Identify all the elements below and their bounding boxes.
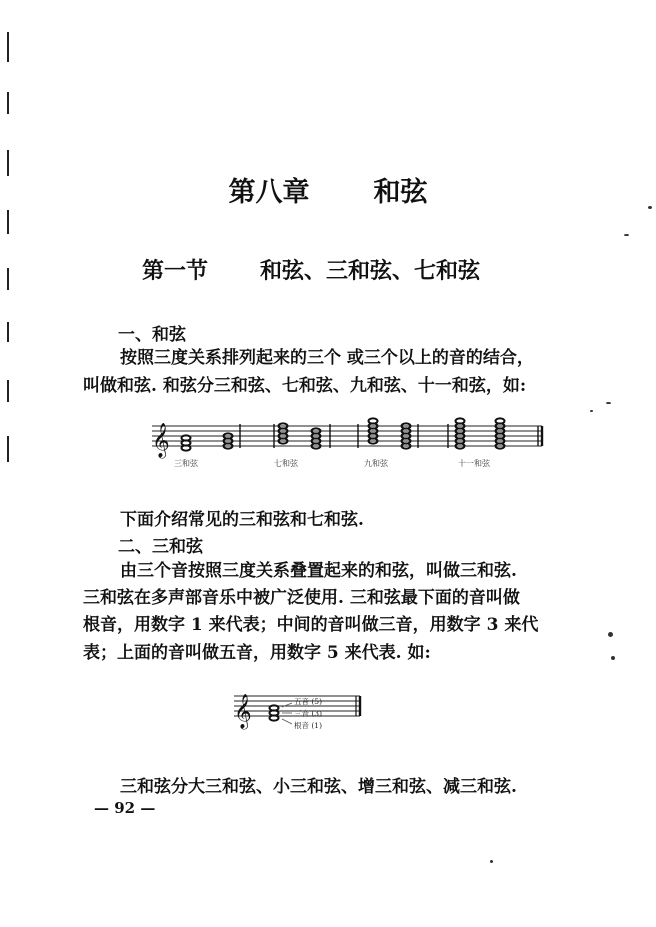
triad-parts-staff <box>230 686 370 738</box>
binding-mark <box>7 210 9 234</box>
treble-clef-icon: 𝄞 <box>234 694 252 729</box>
binding-mark <box>7 436 9 462</box>
scan-speck <box>611 656 615 660</box>
subheading-chord: 一、和弦 <box>118 325 186 345</box>
subheading-triad: 二、三和弦 <box>118 537 203 557</box>
chapter-label: 第八章 <box>228 177 310 208</box>
treble-clef-icon: 𝄞 <box>152 423 170 458</box>
intro-line: 下面介绍常见的三和弦和七和弦. <box>120 510 364 530</box>
scan-speck <box>624 234 629 236</box>
third-label: 三音 (3) <box>294 709 323 718</box>
binding-mark <box>7 32 9 62</box>
binding-mark <box>7 268 9 290</box>
scan-speck <box>590 410 593 412</box>
scan-speck <box>608 632 613 637</box>
section-label: 第一节 <box>142 258 209 284</box>
fifth-label: 五音 (5) <box>294 697 323 706</box>
paragraph-line: 叫做和弦. 和弦分三和弦、七和弦、九和弦、十一和弦，如: <box>83 376 527 396</box>
chord-types-staff <box>148 416 548 472</box>
chapter-title <box>0 170 656 209</box>
page-number: — 92 — <box>94 799 156 817</box>
section-title <box>142 254 480 285</box>
paragraph-line: 根音，用数字 1 来代表；中间的音叫做三音，用数字 3 来代 <box>83 615 539 635</box>
chord-types-notation <box>148 416 548 472</box>
section-name: 和弦、三和弦、七和弦 <box>260 258 481 284</box>
binding-mark <box>7 92 9 114</box>
binding-mark <box>7 380 9 402</box>
scan-speck <box>490 860 493 863</box>
closing-line: 三和弦分大三和弦、小三和弦、增三和弦、减三和弦. <box>120 777 517 797</box>
triad-parts-notation <box>230 686 370 738</box>
paragraph-line: 按照三度关系排列起来的三个 或三个以上的音的结合， <box>120 348 534 368</box>
scan-speck <box>606 402 611 404</box>
root-label: 根音 (1) <box>294 721 323 730</box>
paragraph-line: 表；上面的音叫做五音，用数字 5 来代表. 如: <box>83 643 431 663</box>
paragraph-line: 由三个音按照三度关系叠置起来的和弦，叫做三和弦. <box>120 561 517 581</box>
chapter-name: 和弦 <box>373 177 428 208</box>
binding-mark <box>7 322 9 342</box>
chord-label-eleventh: 十一和弦 <box>458 459 490 468</box>
chord-label-ninth: 九和弦 <box>364 459 388 468</box>
chord-label-seventh: 七和弦 <box>274 459 298 468</box>
paragraph-line: 三和弦在多声部音乐中被广泛使用. 三和弦最下面的音叫做 <box>83 588 520 608</box>
chord-label-triad: 三和弦 <box>174 459 198 468</box>
